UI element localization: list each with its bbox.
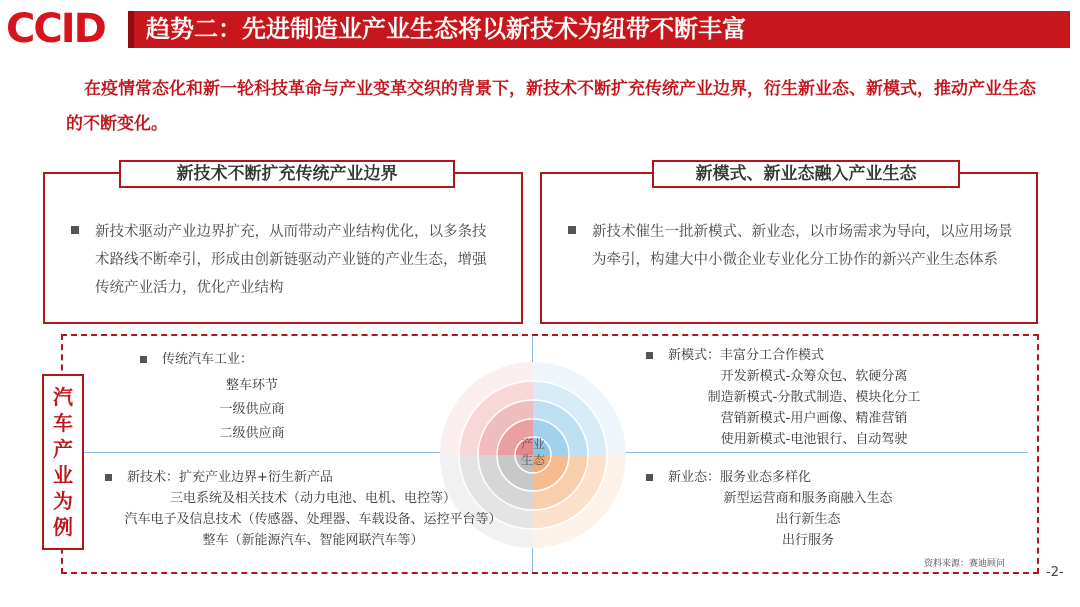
quadrant-heading-text: 新业态：服务业态多样化 xyxy=(668,470,812,485)
quadrant-item: 开发新模式-众筹众包、软硬分离 xyxy=(720,369,908,384)
quadrant-item: 整车（新能源汽车、智能网联汽车等） xyxy=(202,533,424,548)
quadrant-heading-text: 新技术：扩充产业边界+衍生新产品 xyxy=(127,470,333,485)
bullet-square-icon xyxy=(646,352,653,359)
side-label-char: 车 xyxy=(53,411,73,435)
side-label-char: 产 xyxy=(53,437,73,461)
title-bar xyxy=(128,11,1070,48)
quadrant-new-models xyxy=(668,345,968,450)
quadrant-heading-text: 传统汽车工业： xyxy=(162,352,254,367)
page-title: 趋势二：先进制造业产业生态将以新技术为纽带不断丰富 xyxy=(146,15,746,43)
quadrant-heading xyxy=(668,467,968,488)
box-tech-boundary-text: 新技术驱动产业边界扩充，从而带动产业结构优化，以多条技术路线不断牵引，形成由创新链驱动产业链的产业生态，增强传统产业活力，优化产业结构 xyxy=(95,224,487,296)
center-label-line-1: 产业 xyxy=(520,437,545,451)
quadrant-item: 汽车电子及信息技术（传感器、处理器、车载设备、运控平台等） xyxy=(124,512,502,527)
quadrant-items xyxy=(658,488,958,551)
side-label-char: 例 xyxy=(53,515,73,539)
quadrant-item: 使用新模式-电池银行、自动驾驶 xyxy=(720,432,908,447)
quadrant-item: 三电系统及相关技术（动力电池、电机、电控等） xyxy=(169,491,456,506)
quadrant-item: 出行新生态 xyxy=(775,512,841,527)
quadrant-heading-text: 新模式：丰富分工合作模式 xyxy=(668,348,825,363)
box-tech-boundary xyxy=(43,164,523,324)
quadrant-items xyxy=(103,488,523,551)
quadrant-new-technology xyxy=(124,467,547,551)
ccid-logo: CCID xyxy=(6,6,105,52)
side-label-char: 汽 xyxy=(53,385,73,409)
box-new-models-text: 新技术催生一批新模式、新业态，以市场需求为导向，以应用场景为牵引，构建大中小微企业专业化分工协作的新兴产业生态体系 xyxy=(592,224,1013,268)
bullet-square-icon xyxy=(71,226,79,234)
quadrant-item: 一级供应商 xyxy=(219,402,285,417)
page-number: -2- xyxy=(1046,565,1064,580)
bullet-square-icon xyxy=(105,474,112,481)
bullet-square-icon xyxy=(646,474,653,481)
box-new-models-heading: 新模式、新业态融入产业生态 xyxy=(652,160,960,188)
quadrant-item: 新型运营商和服务商融入生态 xyxy=(723,491,893,506)
quadrant-item: 制造新模式-分散式制造、模块化分工 xyxy=(707,390,921,405)
ecosystem-center-label xyxy=(512,436,554,468)
quadrant-traditional-auto xyxy=(162,349,382,446)
box-tech-boundary-body xyxy=(95,218,499,302)
quadrant-item: 出行服务 xyxy=(781,533,834,548)
quadrant-item: 整车环节 xyxy=(225,378,278,393)
side-label-char: 业 xyxy=(53,463,73,487)
box-tech-boundary-heading: 新技术不断扩充传统产业边界 xyxy=(119,160,455,188)
center-label-line-2: 生态 xyxy=(520,453,545,467)
quadrant-new-business xyxy=(668,467,968,551)
source-note: 资料来源：赛迪顾问 xyxy=(924,559,1006,569)
quadrant-items xyxy=(122,374,382,446)
side-label-auto-industry xyxy=(42,374,84,550)
quadrant-item: 二级供应商 xyxy=(219,426,285,441)
intro-paragraph: 在疫情常态化和新一轮科技革命与产业变革交织的背景下，新技术不断扩充传统产业边界，衍生新业态、新模式，推动产业生态的不断变化。 xyxy=(66,79,1036,134)
quadrant-heading xyxy=(162,349,382,370)
side-label-char: 为 xyxy=(53,489,73,513)
box-new-models xyxy=(540,164,1038,324)
quadrant-heading xyxy=(127,467,547,488)
quadrant-heading xyxy=(668,345,968,366)
quadrant-items xyxy=(664,366,964,450)
bullet-square-icon xyxy=(140,356,147,363)
bullet-square-icon xyxy=(568,226,576,234)
quadrant-item: 营销新模式-用户画像、精准营销 xyxy=(720,411,908,426)
box-new-models-body xyxy=(592,218,1014,274)
